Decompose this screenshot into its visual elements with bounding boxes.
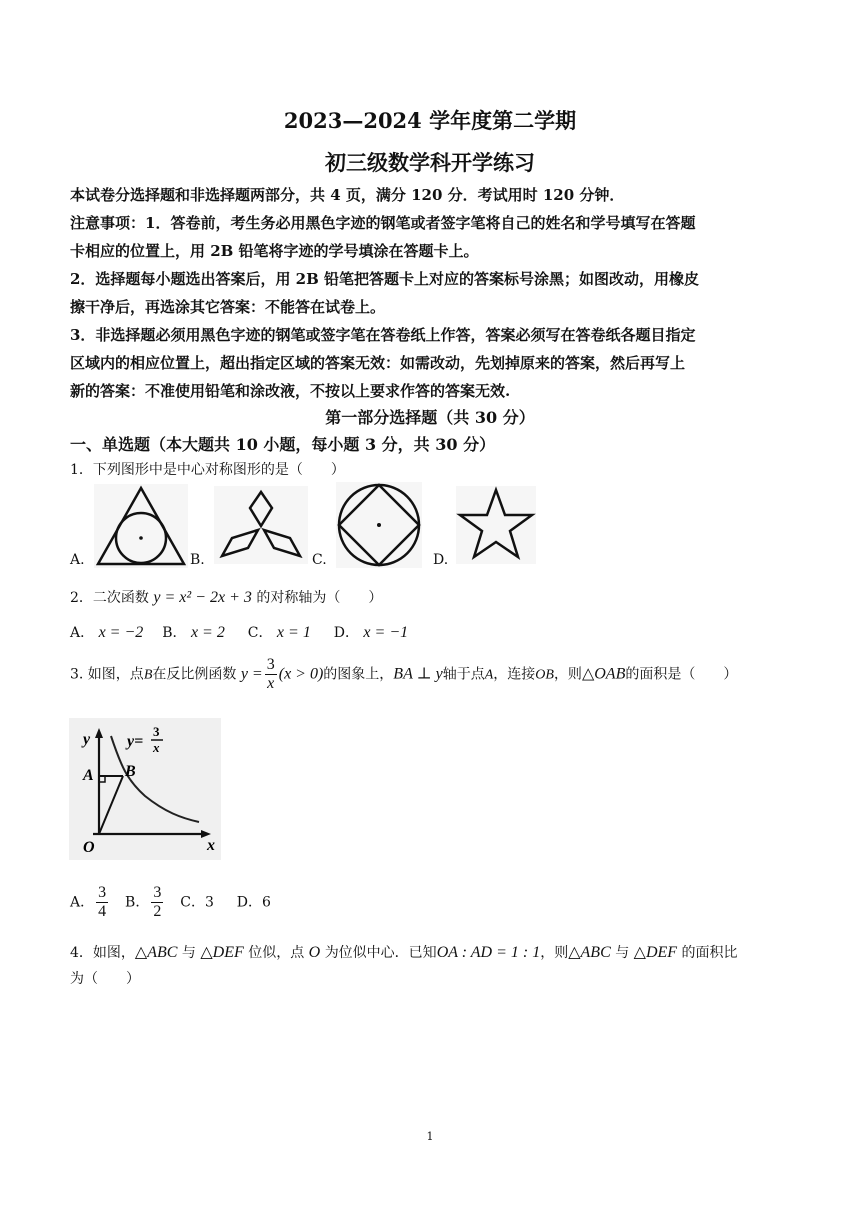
graph-x-axis-label: x <box>207 837 215 854</box>
q2-option-a-label: A． <box>70 625 95 641</box>
graph-point-a-label: A <box>83 767 94 784</box>
q1-stem: 1．下列图形中是中心对称图形的是（ ） <box>70 462 345 478</box>
q2-stem <box>70 587 382 607</box>
graph-point-b-label: B <box>125 763 136 780</box>
q4-text-c: 为位似中心．已知 <box>324 945 437 961</box>
note-2-line-1: 2．选择题每小题选出答案后，用 2B 铅笔把答题卡上对应的答案标号涂黑；如图改动，用橡皮 <box>70 270 700 288</box>
triangle-with-incircle-figure <box>94 484 188 568</box>
graph-origin-label: O <box>83 839 95 856</box>
q3-option-a-numerator: 3 <box>98 884 107 901</box>
q3-option-a-fraction <box>96 884 108 921</box>
q4-text-d: ，则 <box>540 945 569 961</box>
q3-stem-mid-1: 在反比例函数 <box>152 666 237 683</box>
q3-stem-mid-4: ，连接 <box>493 666 536 683</box>
q3-option-c-label: C． <box>180 894 205 911</box>
q3-option-a-denominator: 4 <box>98 903 107 920</box>
q4-stem-prefix: 4．如图， <box>70 945 135 961</box>
q2-stem-suffix: 的对称轴为（ ） <box>256 590 383 606</box>
q3-options <box>70 884 271 921</box>
q4-ratio: OA : AD = 1 : 1 <box>436 944 541 961</box>
q4-text-b: 位似，点 <box>248 945 305 961</box>
exam-title-subject: 初三级数学科开学练习 <box>325 150 535 175</box>
q2-stem-prefix: 2．二次函数 <box>70 590 149 606</box>
q3-function-fraction <box>265 656 277 693</box>
q3-point-a: A <box>484 667 494 683</box>
q3-option-b-label: B． <box>125 894 150 911</box>
instructions-block <box>70 181 795 405</box>
q3-stem-mid-2: 的图象上， <box>323 666 394 683</box>
q4-text-e: 与 <box>615 945 630 961</box>
q4-triangle-abc: △ABC <box>134 944 178 961</box>
q4-stem-line-2: 为（ ） <box>70 971 140 987</box>
q2-option-d: x = −1 <box>363 624 409 641</box>
five-pointed-star-figure <box>456 486 536 564</box>
q3-option-c: 3 <box>204 894 214 911</box>
q2-options <box>70 622 408 642</box>
q4-text-a: 与 <box>181 945 196 961</box>
q3-function-condition: (x > 0) <box>278 665 324 683</box>
part-one-heading: 第一部分选择题（共 30 分） <box>325 408 535 427</box>
q1-option-d-label: D. <box>433 552 449 568</box>
section-one-heading: 一、单选题（本大题共 10 小题，每小题 3 分，共 30 分） <box>70 435 496 454</box>
q4-triangle-abc-2: △ABC <box>568 944 611 961</box>
q4-text-f: 的面积比 <box>681 945 738 961</box>
q2-option-a: x = −2 <box>98 624 144 641</box>
circle-with-inscribed-square-figure <box>336 482 422 568</box>
q3-point-b: B <box>143 667 153 683</box>
q3-option-b-fraction <box>151 884 163 921</box>
q2-option-b: x = 2 <box>190 624 225 641</box>
q2-option-c-label: C． <box>247 625 273 641</box>
q3-function-denominator: x <box>267 675 275 692</box>
note-1-line-1: 注意事项：1．答卷前，考生务必用黑色字迹的钢笔或者签字笔将自己的姓名和学号填写在答题 <box>70 214 696 232</box>
graph-y-axis-label: y <box>83 731 91 748</box>
note-3-line-3: 新的答案：不准使用铅笔和涂改液，不按以上要求作答的答案无效. <box>70 382 511 400</box>
q3-option-d-label: D． <box>236 894 263 911</box>
q3-stem-mid-5: ，则 <box>553 666 582 683</box>
exam-title-year: 2023—2024 学年度第二学期 <box>283 108 577 133</box>
q3-function-lhs: y = <box>240 665 263 683</box>
graph-function-lhs: y= <box>127 733 144 750</box>
note-3-line-2: 区域内的相应位置上，超出指定区域的答案无效：如需改动，先划掉原来的答案，然后再写上 <box>70 354 686 372</box>
q3-stem <box>70 656 737 693</box>
three-rhombus-figure <box>214 486 308 564</box>
q3-segment-ob: OB <box>535 667 554 683</box>
note-2-line-2: 擦干净后，再选涂其它答案：不能答在试卷上。 <box>70 298 386 316</box>
q1-option-b-label: B. <box>190 552 205 568</box>
q1-option-c-label: C. <box>312 552 327 568</box>
q3-inverse-function-graph <box>69 718 221 860</box>
q2-option-c: x = 1 <box>276 624 311 641</box>
q3-option-b-denominator: 2 <box>153 903 162 920</box>
q1-option-a-label: A. <box>70 552 85 568</box>
instructions-intro: 本试卷分选择题和非选择题两部分，共 4 页，满分 120 分．考试用时 120 分钟． <box>70 186 625 204</box>
q4-triangle-def: △DEF <box>200 944 244 961</box>
q3-option-a-label: A． <box>70 894 95 911</box>
q3-stem-prefix: 3. 如图，点 <box>70 666 144 683</box>
q2-option-d-label: D． <box>333 625 359 641</box>
q3-stem-suffix: 的面积是（ ） <box>625 666 738 683</box>
graph-function-numerator: 3 <box>153 724 160 739</box>
note-3-line-1: 3．非选择题必须用黑色字迹的钢笔或签字笔在答卷纸上作答，答案必须写在答卷纸各题目指定 <box>70 326 696 344</box>
q4-triangle-def-2: △DEF <box>633 944 678 961</box>
q4-stem-line-1 <box>70 942 738 962</box>
q3-triangle-oab: △OAB <box>581 665 626 683</box>
q3-function-numerator: 3 <box>266 656 275 673</box>
q3-option-b-numerator: 3 <box>153 884 162 901</box>
note-1-line-2: 卡相应的位置上，用 2B 铅笔将字迹的学号填涂在答题卡上。 <box>70 242 479 260</box>
q2-option-b-label: B． <box>162 625 187 641</box>
graph-function-denominator: x <box>153 740 160 755</box>
page-number: 1 <box>426 1130 434 1143</box>
q3-perpendicular: BA ⊥ y <box>393 665 443 683</box>
q3-stem-mid-3: 轴于点 <box>442 666 485 683</box>
q3-option-d: 6 <box>262 894 271 911</box>
q2-quadratic-formula: y = x² − 2x + 3 <box>153 589 252 606</box>
q4-point-o: O <box>308 944 321 961</box>
